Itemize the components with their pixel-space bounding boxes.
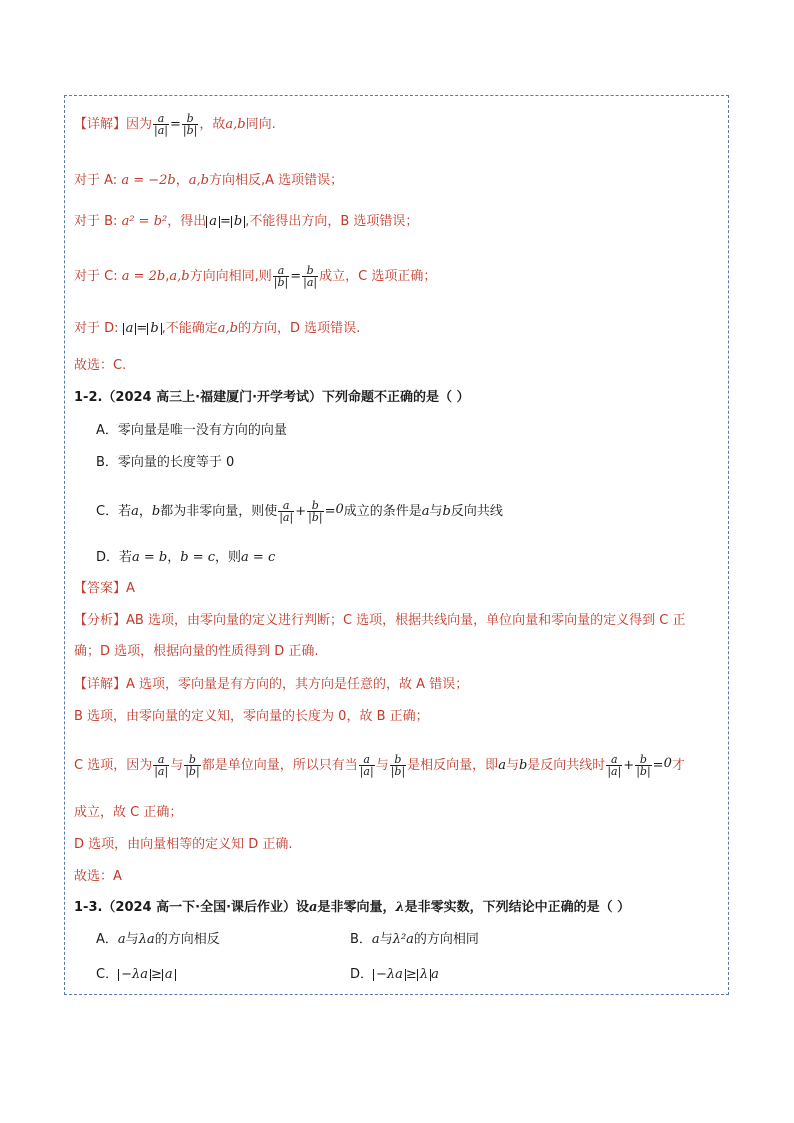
detail-tag: 【详解】 <box>74 677 127 692</box>
line-label: 对于 C: <box>74 269 122 284</box>
q2-option-d <box>96 549 275 567</box>
vector-a: a <box>498 758 506 773</box>
frac-num: a <box>157 753 165 766</box>
vector-ab: a,b <box>188 173 209 188</box>
equals-sign: = <box>652 758 664 773</box>
detail-text: 才 <box>671 758 685 773</box>
q2-detail-2: B 选项，由零向量的定义知，零向量的长度为 0，故 B 正确； <box>74 709 429 724</box>
fraction-unit-a <box>606 754 622 777</box>
question-text: 是非零实数，下列结论中正确的是（ ） <box>404 900 631 915</box>
math-expr: a² = b² <box>121 214 168 229</box>
frac-den: |b| <box>273 276 289 289</box>
abs-b: b <box>147 323 161 335</box>
line-text: , <box>165 269 170 284</box>
q2-answer <box>74 580 135 598</box>
answer-value: A <box>126 581 135 596</box>
zero-vector: 0 <box>335 502 344 517</box>
detail-text: A 选项，零向量是有方向的，其方向是任意的，故 A 错误； <box>126 677 469 692</box>
detail-line-C <box>74 265 436 288</box>
option-label: A． <box>96 932 118 947</box>
option-text: 都为非零向量，则使 <box>160 504 278 519</box>
vector-b: b <box>442 504 451 519</box>
abs-a: a <box>162 969 176 981</box>
equals-sign: = <box>220 214 231 229</box>
abs-neg-lambda-a: −λa <box>373 969 406 981</box>
fraction-a-over-b <box>273 265 289 288</box>
abs-lambda: λ <box>417 969 431 981</box>
math-expr: a = −2b <box>121 173 176 188</box>
option-text: 反向共线 <box>450 504 503 519</box>
option-text: C．若 <box>96 504 132 519</box>
frac-num: a <box>363 753 370 766</box>
frac-num: a <box>611 753 618 766</box>
option-text: ， <box>167 550 181 565</box>
option-text: 与 <box>429 504 443 519</box>
frac-den: |a| <box>154 765 169 778</box>
line-text: ,不能确定 <box>161 321 218 336</box>
detail-text: 是反向共线时 <box>527 758 606 773</box>
question-text: 是非零向量， <box>317 900 396 915</box>
detail-text: 同向. <box>245 117 276 132</box>
frac-den: |a| <box>303 276 318 289</box>
option-text: D．若 <box>96 550 133 565</box>
option-label: C． <box>96 967 119 982</box>
q2-detail-4: 成立，故 C 正确； <box>74 805 183 820</box>
q2-detail-5: D 选项，由向量相等的定义知 D 正确. <box>74 837 293 852</box>
q2-detail-1 <box>74 676 468 694</box>
vector-b: b <box>151 504 161 519</box>
detail-text: C 选项，因为 <box>74 758 153 773</box>
vector-ab: a,b <box>169 269 190 284</box>
vector-a: a <box>431 967 439 982</box>
fraction-unit-a <box>153 754 169 777</box>
plus-sign: + <box>295 504 307 519</box>
fraction-unit-a <box>359 754 375 777</box>
line-label: 对于 A: <box>74 173 122 188</box>
q2-detail-3 <box>74 754 685 777</box>
lambda-symbol: λ <box>395 900 405 915</box>
q3-option-c <box>96 966 176 984</box>
option-text: ， <box>138 504 152 519</box>
frac-num: a <box>157 112 165 125</box>
q2-analysis-1 <box>74 612 686 630</box>
vector-ab: a,b <box>225 117 246 132</box>
frac-num: b <box>639 753 647 766</box>
frac-num: a <box>277 264 285 277</box>
math-expr: b = c <box>180 550 216 565</box>
equals-sign: = <box>170 117 181 132</box>
frac-den: |a| <box>359 765 374 778</box>
vector-a: a <box>309 900 318 915</box>
answer-tag: 【答案】 <box>74 581 127 596</box>
q3-option-b <box>350 931 479 949</box>
vector-ab: a,b <box>217 321 239 336</box>
fraction-b <box>182 113 198 136</box>
question-1-3-head <box>74 899 630 917</box>
line-label: 对于 D: <box>74 321 123 336</box>
line-text: 方向向相同,则 <box>189 269 272 284</box>
frac-num: b <box>311 499 319 512</box>
option-text: ，则 <box>215 550 242 565</box>
frac-num: a <box>282 499 290 512</box>
abs-a: a <box>206 216 220 228</box>
vector-a: a <box>371 932 380 947</box>
zero-vector: 0 <box>663 756 672 771</box>
detail-line-D <box>74 320 360 338</box>
line-label: 对于 B: <box>74 214 122 229</box>
equals-sign: = <box>290 269 302 284</box>
frac-num: b <box>306 264 314 277</box>
detail-text: 因为 <box>126 117 153 132</box>
question-text: 1-3.（2024 高一下·全国·课后作业）设 <box>74 900 310 915</box>
q2-final-answer: 故选：A <box>74 869 122 884</box>
fraction-b-over-a <box>302 265 318 288</box>
plus-sign: + <box>623 758 635 773</box>
math-expr: a = b <box>132 550 168 565</box>
frac-den: |b| <box>308 511 323 524</box>
fraction-unit-b <box>307 500 323 523</box>
q2-option-b: B．零向量的长度等于 0 <box>96 455 235 470</box>
equals-sign: = <box>324 504 336 519</box>
detail-text: 与 <box>505 758 519 773</box>
q3-option-d <box>350 966 439 984</box>
q2-option-a: A．零向量是唯一没有方向的向量 <box>96 423 287 438</box>
detail-line-1 <box>74 113 276 136</box>
detail-line-A <box>74 172 343 190</box>
math-expr: λa <box>138 932 155 947</box>
line-text: 方向相反,A 选项错误； <box>208 173 344 188</box>
analysis-tag: 【分析】 <box>74 613 127 628</box>
abs-b: b <box>231 216 245 228</box>
line-text: ，得出 <box>167 214 207 229</box>
option-text: 成立的条件是 <box>343 504 422 519</box>
detail-text: ，故 <box>199 117 226 132</box>
frac-den: |a| <box>279 511 294 524</box>
question-1-2-head: 1-2.（2024 高三上·福建厦门·开学考试）下列命题不正确的是（ ） <box>74 390 470 405</box>
line-text: ， <box>175 173 189 188</box>
vector-b: b <box>518 758 528 773</box>
option-label: B． <box>350 932 372 947</box>
fraction-unit-b <box>390 754 406 777</box>
frac-den: |b| <box>182 124 198 137</box>
ge-sign: ≥ <box>150 967 162 982</box>
q2-analysis-2: 确；D 选项，根据向量的性质得到 D 正确. <box>74 644 319 659</box>
detail-tag: 【详解】 <box>74 117 127 132</box>
abs-a: a <box>123 323 137 335</box>
vector-a: a <box>131 504 139 519</box>
frac-den: |b| <box>390 765 406 778</box>
detail-text: 与 <box>375 758 389 773</box>
fraction-unit-b <box>635 754 651 777</box>
detail-text: 与 <box>170 758 184 773</box>
vector-a: a <box>421 504 430 519</box>
detail-text: 都是单位向量，所以只有当 <box>201 758 358 773</box>
frac-num: b <box>394 753 402 766</box>
option-text: 的方向相反 <box>154 932 220 947</box>
q2-option-c <box>96 500 503 523</box>
option-text: 与 <box>379 932 393 947</box>
frac-den: |a| <box>154 124 169 137</box>
detail-line-B <box>74 213 418 231</box>
option-label: D． <box>350 967 374 982</box>
line-text: 成立，C 选项正确； <box>319 269 437 284</box>
ge-sign: ≥ <box>405 967 417 982</box>
fraction-a <box>153 113 169 136</box>
fraction-unit-b <box>184 754 200 777</box>
frac-num: b <box>186 112 194 125</box>
equals-sign: = <box>136 321 148 336</box>
math-expr: a = 2b <box>121 269 166 284</box>
abs-neg-lambda-a: −λa <box>118 969 151 981</box>
math-expr: λ²a <box>392 932 414 947</box>
fraction-unit-a <box>278 500 294 523</box>
line-text: 的方向，D 选项错误. <box>238 321 361 336</box>
detail-text: 是相反向量，即 <box>407 758 499 773</box>
frac-num: b <box>188 753 196 766</box>
answer-line-1: 故选：C. <box>74 358 127 373</box>
frac-den: |b| <box>636 765 651 778</box>
option-text: 的方向相同 <box>413 932 479 947</box>
option-text: 与 <box>125 932 139 947</box>
vector-a: a <box>117 932 126 947</box>
frac-den: |a| <box>607 765 622 778</box>
frac-den: |b| <box>185 765 200 778</box>
line-text: ,不能得出方向，B 选项错误； <box>245 214 419 229</box>
math-expr: a = c <box>241 550 276 565</box>
analysis-text: AB 选项，由零向量的定义进行判断；C 选项，根据共线向量，单位向量和零向量的定义得到 C 正 <box>126 613 686 628</box>
q3-option-a <box>96 931 220 949</box>
